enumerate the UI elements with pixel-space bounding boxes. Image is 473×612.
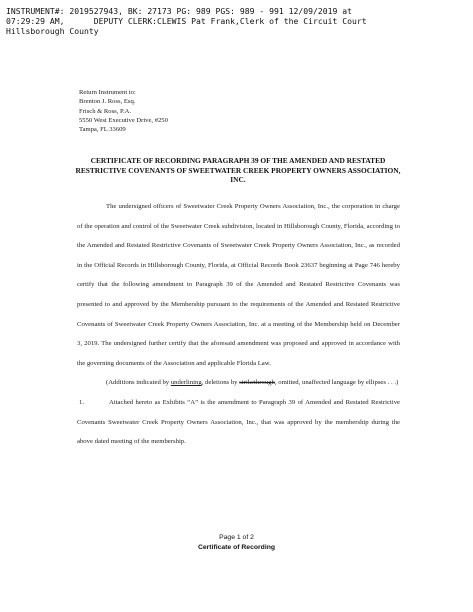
additions-prefix: (Additions indicated by bbox=[106, 379, 171, 387]
numbered-item-1 bbox=[77, 393, 400, 452]
return-heading: Return Instrument to: bbox=[79, 89, 136, 96]
strikethrough-example: strikethrough bbox=[239, 379, 275, 387]
footer-label: Certificate of Recording bbox=[197, 544, 276, 551]
return-line: Brenton J. Ross, Esq. bbox=[79, 98, 136, 106]
additions-suffix: , omitted, unaffected language by ellipses . . .) bbox=[274, 379, 399, 387]
recording-stamp bbox=[6, 6, 466, 36]
return-line: 5550 West Executive Drive, #250 bbox=[79, 116, 168, 124]
underlining-example: underlining bbox=[170, 379, 202, 387]
stamp-line-3: Hillsborough County bbox=[6, 26, 99, 36]
document-body bbox=[77, 197, 400, 452]
item-number: 1. bbox=[79, 398, 85, 406]
stamp-line-2: 07:29:29 AM, DEPUTY CLERK:CLEWIS Pat Frank,Clerk of the Circuit Court bbox=[6, 16, 367, 26]
document-title: CERTIFICATE OF RECORDING PARAGRAPH 39 OF THE AMENDED AND RESTATED RESTRICTIVE COVENANTS OF SWEETWATER CREEK PROPERTY OWNERS ASSOCIATION, INC. bbox=[75, 156, 401, 185]
stamp-line-1: INSTRUMENT#: 2019527943, BK: 27173 PG: 989 PGS: 989 - 991 12/09/2019 at bbox=[6, 6, 352, 16]
return-address-block bbox=[79, 88, 168, 134]
body-paragraph: The undersigned officers of Sweetwater Creek Property Owners Association, Inc., the corporation in charge of the operation and control of the Sweetwater Creek subdivision, located in Hillsborough County, Florida, according to the Amended and Restated Restrictive Covenants of Sweetwater Creek Property Owners Association, Inc., as recorded in the Official Records in Hillsborough County, Florida, at Official Records Book 23637 beginning at Page 746 hereby certify that the following amendment to Paragraph 39 of the Amended and Restated Restrictive Covenants was presented to and approved by the Membership pursuant to the requirements of the Amended and Restated Restrictive Covenants of Sweetwater Creek Property Owners Association, Inc. at a meeting of the Membership held on December 3, 2019. The undersigned further certify that the aforesaid amendment was proposed and approved in accordance with the governing documents of the Association and applicable Florida Law. bbox=[77, 203, 400, 367]
additions-note bbox=[77, 373, 400, 393]
return-line: Frisch & Ross, P.A. bbox=[79, 107, 132, 115]
page-footer bbox=[0, 533, 473, 553]
page-number: Page 1 of 2 bbox=[219, 534, 254, 541]
additions-middle: , deletions by bbox=[201, 379, 240, 387]
return-line: Tampa, FL 33609 bbox=[79, 126, 126, 134]
item-text: Attached hereto as Exhibits “A” is the amendment to Paragraph 39 of Amended and Restated Restrictive Covenants Sweetwater Creek Property Owners Association, Inc., that was approved by the membership during the above dated meeting of the membership. bbox=[77, 398, 400, 446]
